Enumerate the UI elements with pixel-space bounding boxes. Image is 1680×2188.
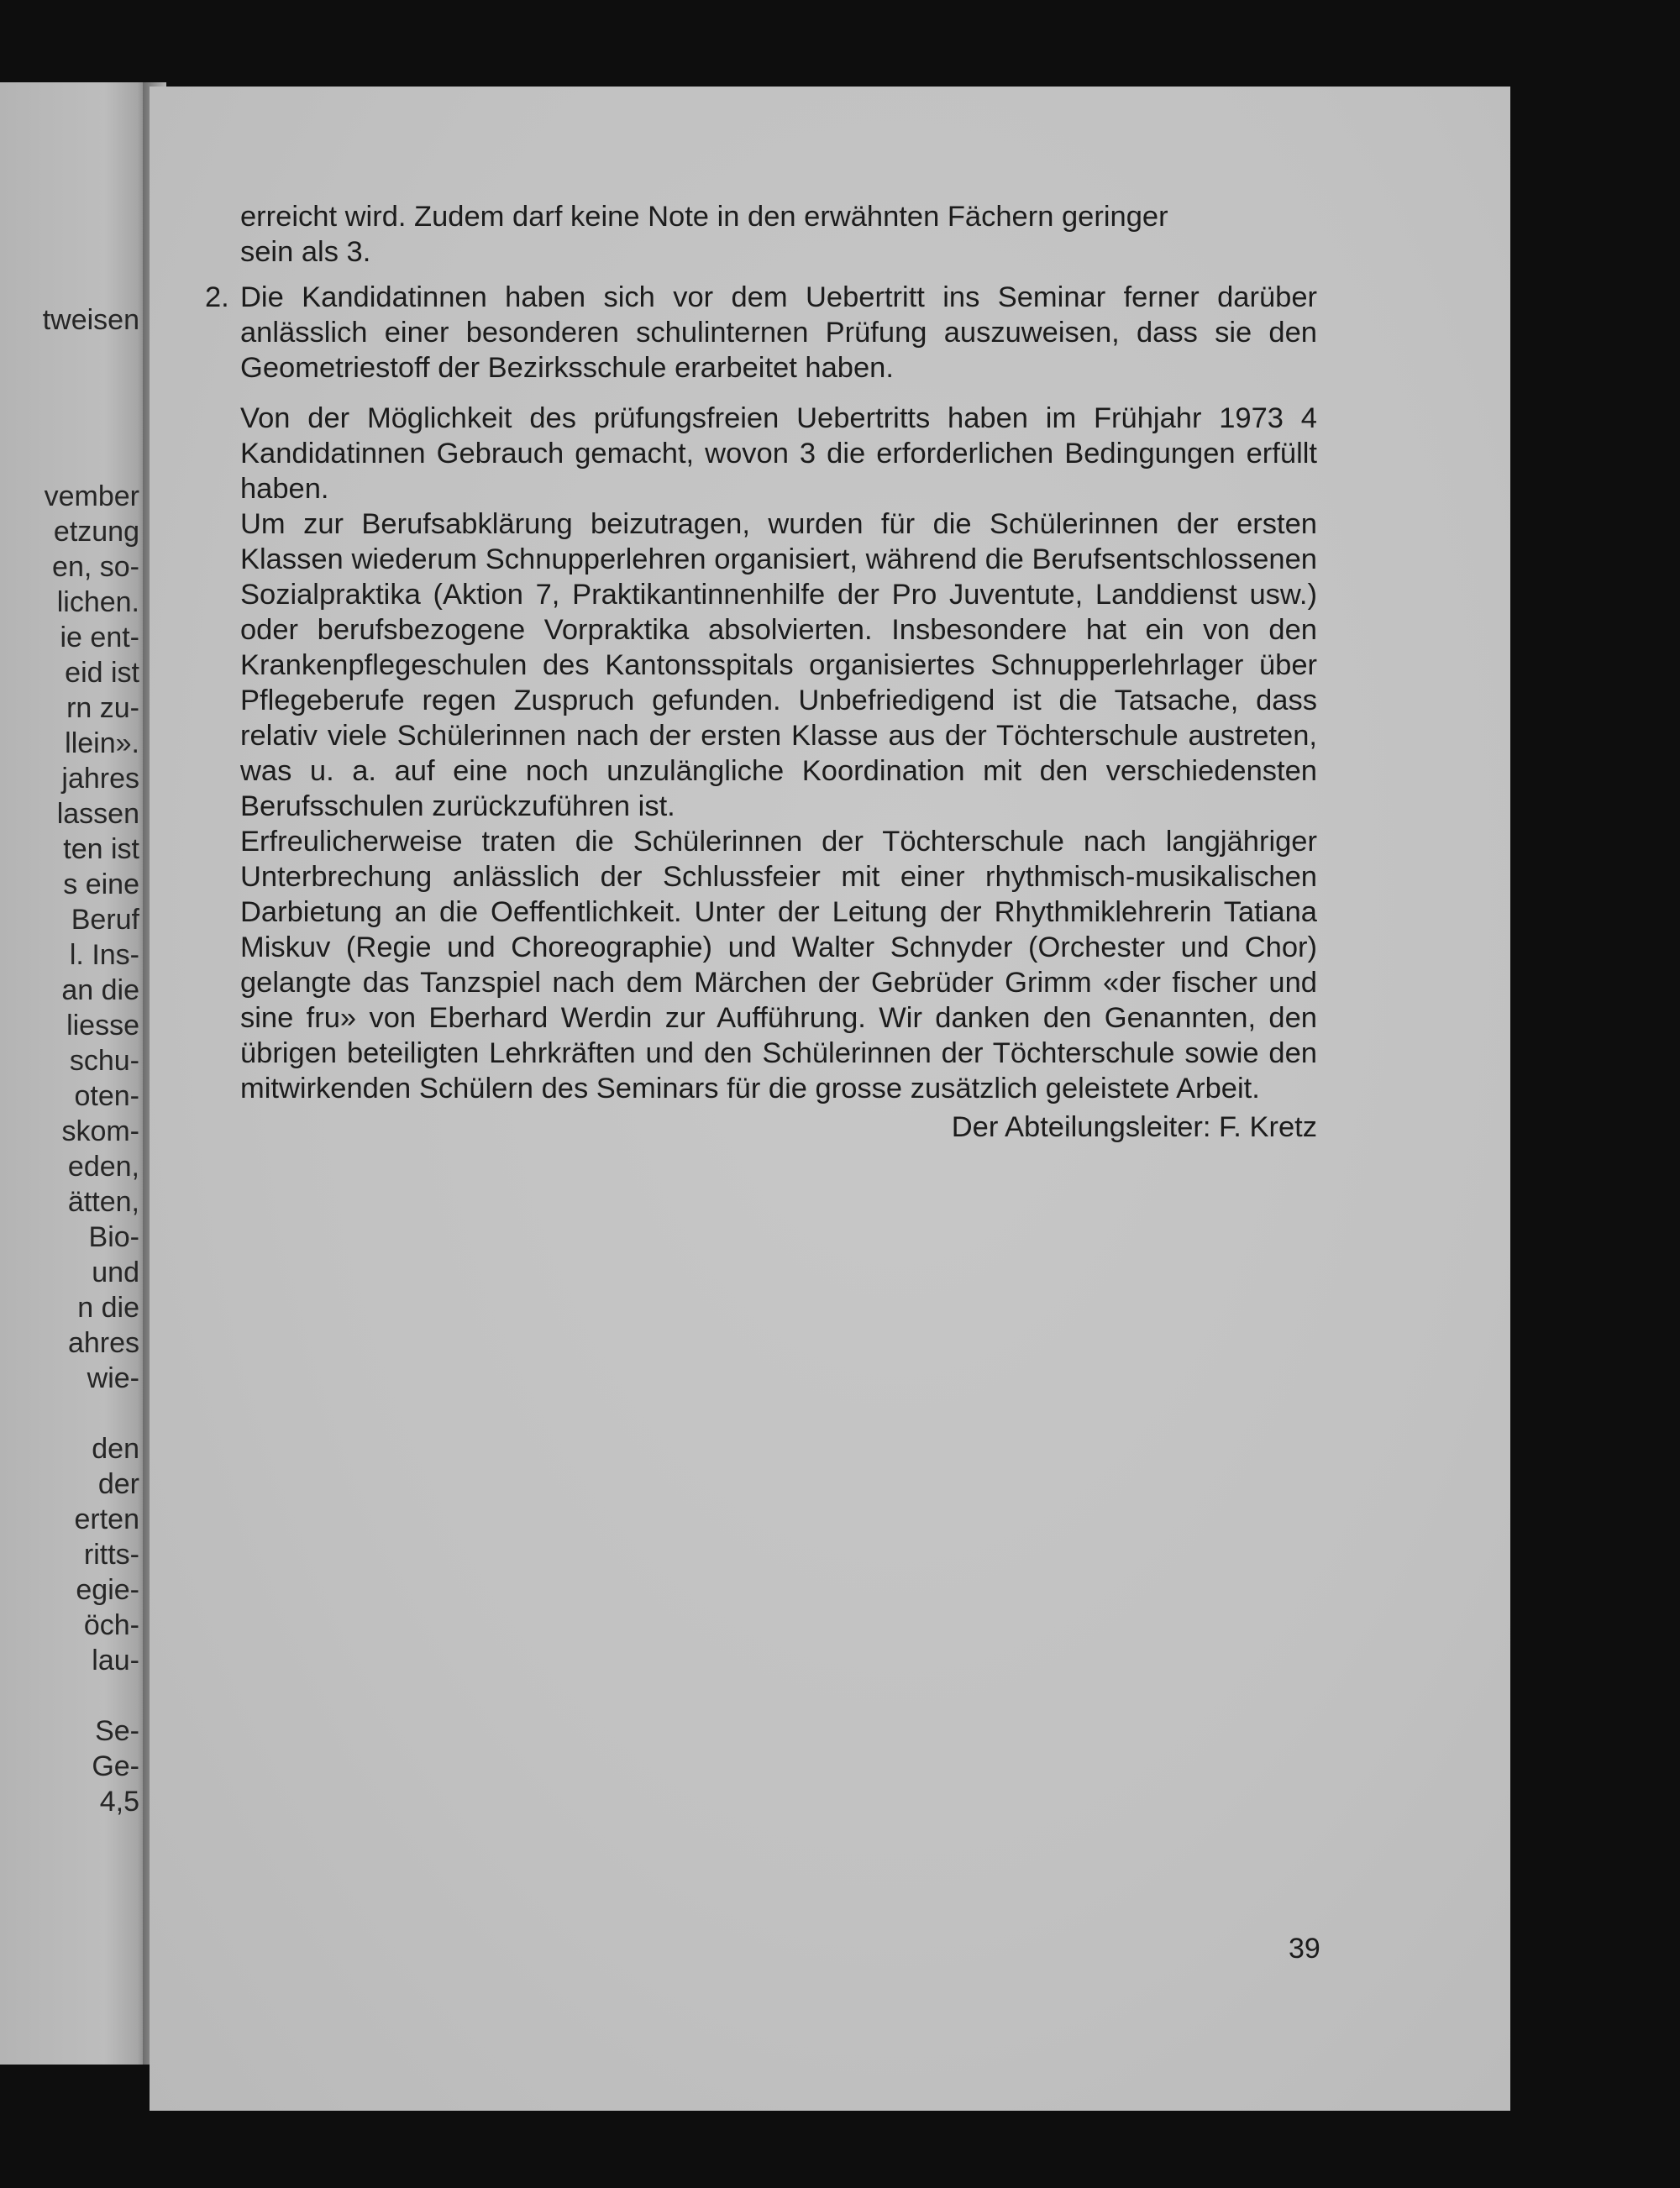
left-page-fragment: ätten, bbox=[67, 1186, 139, 1218]
page-content bbox=[205, 199, 1317, 1145]
paragraph-berufsabklaerung: Um zur Berufsabklärung beizutragen, wurden für die Schülerinnen der ersten Klassen wiederum Schnupperlehren organisiert, während die Berufsentschlossenen Sozialpraktika (Aktion 7, Praktikantinnenhilfe der Pro Juventute, Landdienst usw.) oder berufsbezogene Vorpraktika absolvierten. Insbesondere hat ein von den Krankenpflegeschulen des Kantonsspitals organisiertes Schnupperlehrlager über Pflegeberufe regen Zuspruch gefunden. Unbefriedigend ist die Tatsache, dass relativ viele Schülerinnen nach der ersten Klasse aus der Töchterschule austreten, was u. a. auf eine noch unzulängliche Koordination mit den verschiedensten Berufsschulen zurückzuführen ist. bbox=[240, 508, 1317, 822]
left-page-fragment: lichen. bbox=[56, 586, 139, 618]
left-page-fragment: oten- bbox=[74, 1080, 139, 1112]
left-page-fragment: an die bbox=[61, 974, 139, 1006]
left-page-fragment bbox=[43, 1396, 139, 1431]
paragraph-schlussfeier: Erfreulicherweise traten die Schülerinnen der Töchterschule nach langjähriger Unterbrechung anlässlich der Schlussfeier mit einer rhythmisch-musikalischen Darbietung an die Oeffentlichkeit. Unter der Leitung der Rhythmiklehrerin Tatiana Miskuv (Regie und Choreographie) und Walter Schnyder (Orchester und Chor) gelangte das Tanzspiel nach dem Märchen der Gebrüder Grimm «der fischer und sine fru» von Eberhard Werdin zur Aufführung. Wir danken den Genannten, den übrigen beteiligten Lehrkräften und den Schülerinnen der Töchterschule sowie den mitwirkenden Schülern des Seminars für die grosse zusätzlich geleistete Arbeit. bbox=[240, 826, 1317, 1104]
signature: Der Abteilungsleiter: F. Kretz bbox=[951, 1111, 1317, 1143]
left-page-fragment: rn zu- bbox=[66, 692, 139, 724]
left-page-fragment: liesse bbox=[66, 1010, 139, 1042]
left-page-fragment: ten ist bbox=[63, 833, 139, 865]
left-page-fragment: jahres bbox=[61, 763, 139, 795]
left-page-fragment: vember bbox=[44, 480, 139, 512]
left-page-fragment bbox=[43, 408, 139, 443]
left-page-fragment: erten bbox=[74, 1503, 139, 1535]
left-page-fragment: schu- bbox=[69, 1045, 139, 1077]
left-page-fragment: öch- bbox=[83, 1609, 139, 1641]
left-page-fragment: etzung bbox=[53, 516, 139, 548]
left-facing-page bbox=[0, 82, 150, 2065]
paragraph-uebertritt: Von der Möglichkeit des prüfungsfreien Uebertritts haben im Frühjahr 1973 4 Kandidatinnen Gebrauch gemacht, wovon 3 die erforderlichen Bedingungen erfüllt haben. bbox=[240, 402, 1317, 505]
left-page-text-fragments bbox=[43, 302, 139, 1819]
left-page-fragment: Se- bbox=[95, 1715, 139, 1747]
left-page-fragment: lassen bbox=[56, 798, 139, 830]
left-page-fragment: egie- bbox=[76, 1574, 139, 1606]
left-page-fragment: Ge- bbox=[92, 1750, 139, 1782]
left-page-fragment: ritts- bbox=[83, 1539, 139, 1571]
left-page-fragment: wie- bbox=[87, 1362, 139, 1394]
left-page-fragment: lau- bbox=[92, 1645, 139, 1676]
left-page-fragment bbox=[43, 373, 139, 408]
left-page-fragment: der bbox=[97, 1468, 139, 1500]
left-page-fragment: llein». bbox=[65, 727, 139, 759]
left-page-fragment: tweisen bbox=[42, 304, 139, 336]
left-page-fragment: s eine bbox=[63, 868, 139, 900]
left-page-fragment bbox=[43, 443, 139, 479]
left-page-fragment: eid ist bbox=[65, 657, 139, 689]
left-page-fragment: l. Ins- bbox=[69, 939, 139, 971]
left-page-fragment: en, so- bbox=[52, 551, 139, 583]
left-page-fragment: Bio- bbox=[88, 1221, 139, 1253]
left-page-fragment bbox=[43, 1678, 139, 1713]
left-page-fragment: 4,5 bbox=[99, 1786, 139, 1818]
right-page bbox=[150, 87, 1510, 2111]
intro-text bbox=[240, 199, 1317, 270]
intro-line-1: erreicht wird. Zudem darf keine Note in den erwähnten Fächern geringer bbox=[240, 201, 1168, 233]
left-page-fragment: skom- bbox=[61, 1115, 139, 1147]
intro-line-2: sein als 3. bbox=[240, 236, 371, 268]
left-page-fragment: n die bbox=[77, 1292, 139, 1324]
item-text: Die Kandidatinnen haben sich vor dem Uebertritt ins Seminar ferner darüber anlässlich einer besonderen schulinternen Prüfung auszuweisen, dass sie den Geometriestoff der Bezirksschule erarbeitet haben. bbox=[240, 281, 1317, 384]
left-page-fragment: eden, bbox=[67, 1151, 139, 1183]
left-page-fragment bbox=[43, 338, 139, 373]
left-page-fragment: und bbox=[92, 1257, 139, 1288]
numbered-item-2 bbox=[205, 280, 1317, 386]
page-number: 39 bbox=[1289, 1933, 1320, 1965]
left-page-fragment: Beruf bbox=[71, 904, 139, 936]
left-page-fragment: ahres bbox=[67, 1327, 139, 1359]
left-page-fragment: den bbox=[92, 1433, 139, 1465]
item-number: 2. bbox=[205, 281, 229, 313]
left-page-fragment: ie ent- bbox=[60, 622, 139, 653]
